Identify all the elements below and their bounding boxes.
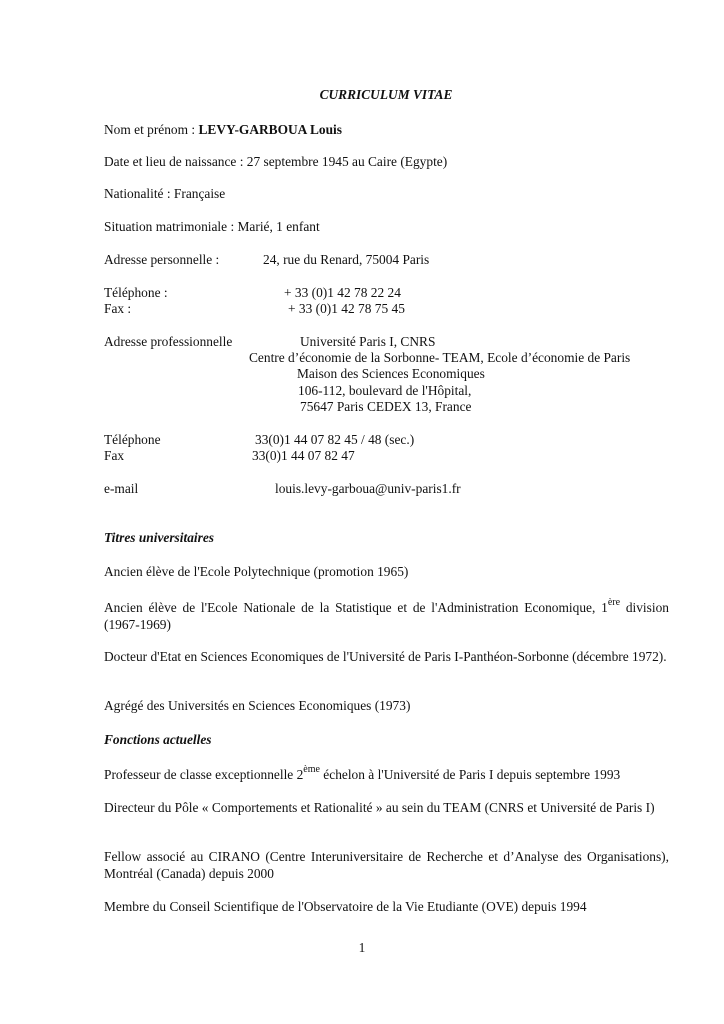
professional-fax-value: 33(0)1 44 07 82 47	[252, 448, 355, 463]
professional-address-line: Université Paris I, CNRS	[300, 334, 436, 349]
personal-fax-value: + 33 (0)1 42 78 75 45	[288, 301, 405, 316]
professional-address-line: Maison des Sciences Economiques	[297, 366, 485, 381]
professional-address-label: Adresse professionnelle	[104, 334, 233, 349]
personal-address-value: 24, rue du Renard, 75004 Paris	[263, 252, 430, 267]
professional-fax-label: Fax	[104, 448, 125, 463]
professional-address-line: 75647 Paris CEDEX 13, France	[300, 399, 472, 414]
fonctions-item: Professeur de classe exceptionnelle 2ème échelon à l'Université de Paris I depuis septembre 1993	[104, 764, 621, 782]
personal-phone-label: Téléphone :	[104, 285, 168, 300]
email-value: louis.levy-garboua@univ-paris1.fr	[275, 481, 461, 496]
email-label: e-mail	[104, 481, 139, 496]
professional-address-line: Centre d’économie de la Sorbonne- TEAM, Ecole d’économie de Paris	[249, 350, 631, 365]
document-title: CURRICULUM VITAE	[319, 87, 453, 102]
professional-phone-value: 33(0)1 44 07 82 45 / 48 (sec.)	[255, 432, 415, 447]
fonctions-item: Membre du Conseil Scientifique de l'Observatoire de la Vie Etudiante (OVE) depuis 1994	[104, 899, 587, 914]
section-heading-fonctions: Fonctions actuelles	[104, 732, 212, 747]
name-line	[104, 121, 342, 138]
personal-phone-value: + 33 (0)1 42 78 22 24	[284, 285, 401, 300]
marital-status-line: Situation matrimoniale : Marié, 1 enfant	[104, 219, 320, 234]
fonctions-item: Directeur du Pôle « Comportements et Rationalité » au sein du TEAM (CNRS et Université de Paris I)	[104, 800, 655, 815]
titres-item: Ancien élève de l'Ecole Polytechnique (promotion 1965)	[104, 564, 409, 579]
professional-phone-label: Téléphone	[104, 432, 161, 447]
name-value: LEVY-GARBOUA Louis	[198, 122, 342, 137]
nationality-line: Nationalité : Française	[104, 186, 226, 201]
name-label: Nom et prénom :	[104, 122, 199, 137]
titres-item: Ancien élève de l'Ecole Nationale de la Statistique et de l'Administration Economique, 1ère division (1967-1969)	[104, 597, 669, 632]
fonctions-item: Fellow associé au CIRANO (Centre Interuniversitaire de Recherche et d’Analyse des Organisations), Montréal (Canada) depuis 2000	[104, 849, 669, 881]
page-number: 1	[358, 940, 366, 955]
personal-address-label: Adresse personnelle :	[104, 252, 220, 267]
titres-item: Agrégé des Universités en Sciences Economiques (1973)	[104, 698, 411, 713]
section-heading-titres: Titres universitaires	[104, 530, 214, 545]
personal-fax-label: Fax :	[104, 301, 132, 316]
titres-item: Docteur d'Etat en Sciences Economiques de l'Université de Paris I-Panthéon-Sorbonne (décembre 1972).	[104, 649, 667, 664]
professional-address-line: 106-112, boulevard de l'Hôpital,	[298, 383, 472, 398]
birth-line: Date et lieu de naissance : 27 septembre 1945 au Caire (Egypte)	[104, 154, 448, 169]
